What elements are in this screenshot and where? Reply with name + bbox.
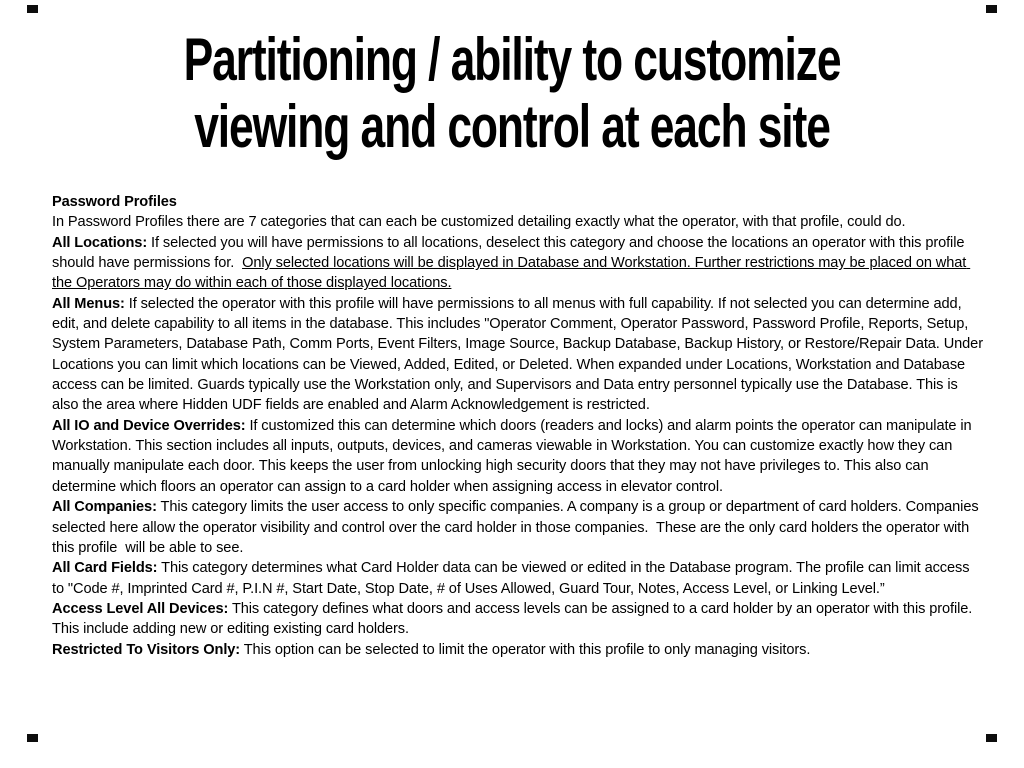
corner-mark-bottom-left	[27, 734, 38, 742]
paragraph-text: This option can be selected to limit the operator with this profile to only managing visitors.	[240, 641, 811, 658]
slide-title	[133, 26, 891, 160]
slide-body	[52, 192, 987, 660]
paragraph	[52, 416, 984, 497]
paragraph-lead-bold: All IO and Device Overrides:	[52, 417, 246, 434]
paragraph	[52, 212, 984, 232]
paragraph	[52, 294, 987, 416]
paragraph-text: This category limits the user access to only specific companies. A company is a group or department of card holders. Companies selected here allow the operator visibility and control over the card holder in those companies. These are the only card holders the operator with this profile will be able to see.	[52, 499, 983, 556]
slide-title-line2: viewing and control at each site	[194, 93, 830, 160]
paragraph	[52, 558, 984, 599]
paragraph-lead-bold: Password Profiles	[52, 194, 177, 210]
paragraph-text: In Password Profiles there are 7 categories that can each be customized detailing exactly what the operator, with that profile, could do.	[52, 214, 906, 231]
corner-mark-top-right	[986, 5, 997, 13]
paragraph-lead-bold: All Locations:	[52, 234, 148, 251]
paragraph-lead-bold: Access Level All Devices:	[52, 600, 229, 617]
paragraph	[52, 192, 984, 212]
slide-title-line1: Partitioning / ability to customize	[183, 26, 841, 93]
paragraph-text: If selected you will have permissions to all locations, deselect this category and choose the locations an operator with this profile should have permissions for.	[52, 234, 969, 272]
paragraph	[52, 497, 984, 558]
paragraph-underlined-text: Only selected locations will be displayed in Database and Workstation. Further restrictions may be placed on what the Operators may do within each of those displayed locations.	[52, 255, 971, 292]
paragraph	[52, 599, 984, 640]
paragraph-text: If selected the operator with this profile will have permissions to all menus with full capability. If not selected you can determine add, edit, and delete capability to all items in the database. This includes "Operator Comment, Operator Password, Password Profile, Reports, Setup, System Parameters, Database Path, Comm Ports, Event Filters, Image Source, Backup Database, Backup History, or Restore/Repair Data. Under Locations you can limit which locations can be Viewed, Added, Edited, or Deleted. When expanded under Locations, Workstation and Database access can be limited. Guards typically use the Workstation only, and Supervisors and Data entry personnel typically use the Database. This is also the area where Hidden UDF fields are enabled and Alarm Acknowledgement is restricted.	[52, 295, 987, 414]
paragraph-lead-bold: All Menus:	[52, 295, 125, 312]
paragraph	[52, 233, 984, 294]
paragraph-lead-bold: All Companies:	[52, 499, 157, 516]
paragraph-lead-bold: Restricted To Visitors Only:	[52, 641, 241, 658]
corner-mark-bottom-right	[986, 734, 997, 742]
paragraph-text: If customized this can determine which doors (readers and locks) and alarm points the operator can manipulate in Workstation. This section includes all inputs, outputs, devices, and cameras viewable in Workstation. You can customize exactly how they can manually manipulate each door. This keeps the user from unlocking high security doors that they may not have privileges to. This also can determine which floors an operator can assign to a card holder when assigning access in elevator control.	[52, 417, 976, 495]
paragraph-text: This category defines what doors and access levels can be assigned to a card holder by an operator with this profile. This include adding new or editing existing card holders.	[52, 600, 976, 638]
paragraph-text: This category determines what Card Holder data can be viewed or edited in the Database program. The profile can limit access to "Code #, Imprinted Card #, P.I.N #, Start Date, Stop Date, # of Uses Allowed, Guard Tour, Notes, Access Level, or Linking Level.”	[52, 560, 974, 597]
corner-mark-top-left	[27, 5, 38, 13]
paragraph	[52, 640, 984, 660]
paragraph-lead-bold: All Card Fields:	[52, 560, 158, 577]
